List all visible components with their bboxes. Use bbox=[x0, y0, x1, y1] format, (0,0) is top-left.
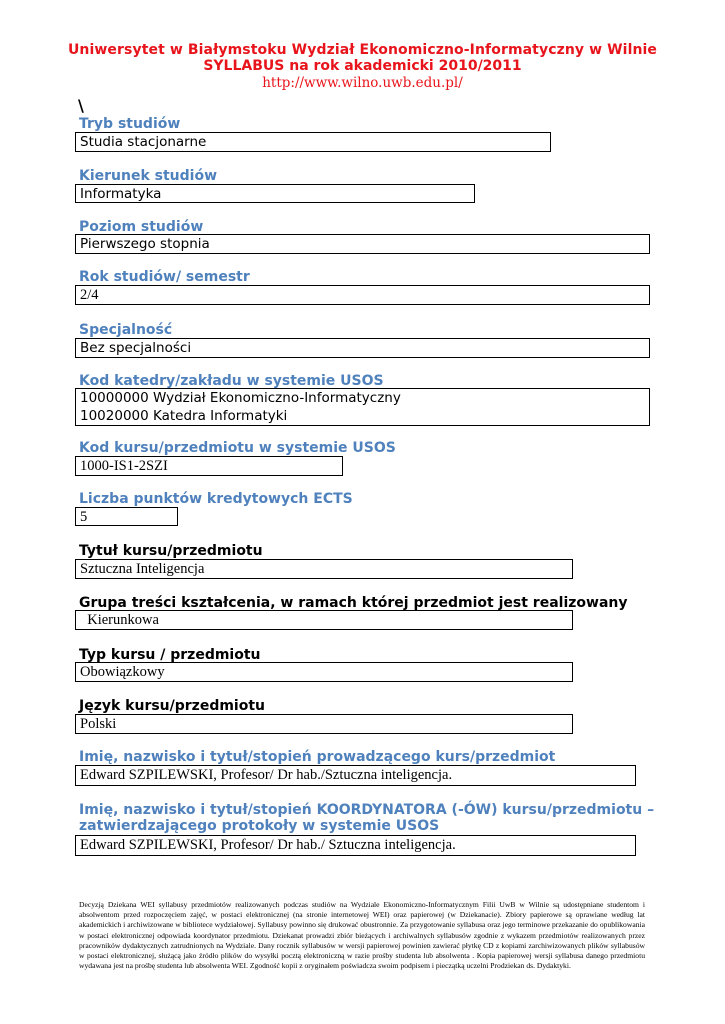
department-code-value bbox=[75, 388, 650, 426]
ects-label: Liczba punktów kredytowych ECTS bbox=[79, 491, 353, 507]
course-language-label: Język kursu/przedmiotu bbox=[79, 698, 266, 714]
year-semester-value: 2/4 bbox=[75, 285, 650, 305]
syllabus-title: SYLLABUS na rok akademicki 2010/2011 bbox=[203, 58, 522, 74]
course-code-label: Kod kursu/przedmiotu w systemie USOS bbox=[79, 440, 396, 456]
year-semester-label: Rok studiów/ semestr bbox=[79, 269, 250, 285]
coordinator-label-line-1: Imię, nazwisko i tytuł/stopień KOORDYNATORA (-ÓW) kursu/przedmiotu – bbox=[79, 802, 655, 818]
study-mode-value: Studia stacjonarne bbox=[75, 132, 551, 152]
course-title-label: Tytuł kursu/przedmiotu bbox=[79, 543, 263, 559]
specialization-label: Specjalność bbox=[79, 322, 173, 338]
field-of-study-value: Informatyka bbox=[75, 184, 475, 203]
course-title-value: Sztuczna Inteligencja bbox=[75, 559, 573, 579]
website-link[interactable]: http://www.wilno.uwb.edu.pl/ bbox=[262, 75, 463, 91]
course-code-value: 1000-IS1-2SZI bbox=[75, 456, 343, 476]
specialization-value: Bez specjalności bbox=[75, 338, 650, 358]
university-title: Uniwersytet w Białymstoku Wydział Ekonomiczno-Informatyczny w Wilnie bbox=[67, 42, 658, 58]
department-code-line-2: 10020000 Katedra Informatyki bbox=[80, 408, 288, 424]
course-type-value: Obowiązkowy bbox=[75, 662, 573, 682]
course-language-value: Polski bbox=[75, 714, 573, 734]
ects-value: 5 bbox=[75, 507, 178, 526]
lecturer-value: Edward SZPILEWSKI, Profesor/ Dr hab./Sztuczna inteligencja. bbox=[75, 765, 636, 786]
department-code-line-1: 10000000 Wydział Ekonomiczno-Informatyczny bbox=[80, 390, 401, 406]
lecturer-label: Imię, nazwisko i tytuł/stopień prowadzącego kurs/przedmiot bbox=[79, 749, 556, 765]
content-group-value: Kierunkowa bbox=[75, 610, 573, 630]
field-of-study-label: Kierunek studiów bbox=[79, 168, 218, 184]
coordinator-value: Edward SZPILEWSKI, Profesor/ Dr hab./ Sztuczna inteligencja. bbox=[75, 835, 636, 856]
content-group-label: Grupa treści kształcenia, w ramach której przedmiot jest realizowany bbox=[79, 595, 628, 611]
footer-note: Decyzją Dziekana WEI syllabusy przedmiotów realizowanych podczas studiów na Wydziale Ekonomiczno-Informatycznym Filii UwB w Wilnie są udostępniane studentom i absolwentom przed rozpoczęciem zajęć, w postaci elektronicznej (na stronie internetowej WEI) oraz papierowej (w Dziekanacie). Zbiory papierowe są oprawiane według lat akademickich i archiwizowane w bibliotece wydziałowej. Syllabusy powinno się drukować obustronnie. Za przygotowanie syllabusa oraz jego terminowe przekazanie do opublikowania w postaci elektronicznej odpowiada koordynator przedmiotu. Dziekanat prowadzi zbiór bieżących i archiwalnych syllabusów zgodnie z wykazem przedmiotów realizowanych przez pracowników dydaktycznych zatrudnionych na Wydziale. Dany rocznik syllabusów w wersji papierowej powinien zawierać płytkę CD z kopiami zarchiwizowanych plików syllabusów w postaci elektronicznej, służącą jako źródło plików do wysyłki pocztą elektroniczną w razie prośby studenta lub absolwenta . Kopia papierowej wersji syllabusa danego przedmiotu wydawana jest na prośbę studenta lub absolwenta WEI. Zgodność kopii z oryginałem poświadcza swoim podpisem i pieczątką uczelni Prodziekan ds. Dydaktyki. bbox=[79, 900, 645, 971]
coordinator-label-line-2: zatwierdzającego protokoły w systemie USOS bbox=[79, 818, 440, 834]
study-level-label: Poziom studiów bbox=[79, 219, 204, 235]
stray-backslash: \ bbox=[78, 96, 84, 115]
course-type-label: Typ kursu / przedmiotu bbox=[79, 647, 261, 663]
study-mode-label: Tryb studiów bbox=[79, 116, 181, 132]
study-level-value: Pierwszego stopnia bbox=[75, 234, 650, 254]
department-code-label: Kod katedry/zakładu w systemie USOS bbox=[79, 373, 384, 389]
